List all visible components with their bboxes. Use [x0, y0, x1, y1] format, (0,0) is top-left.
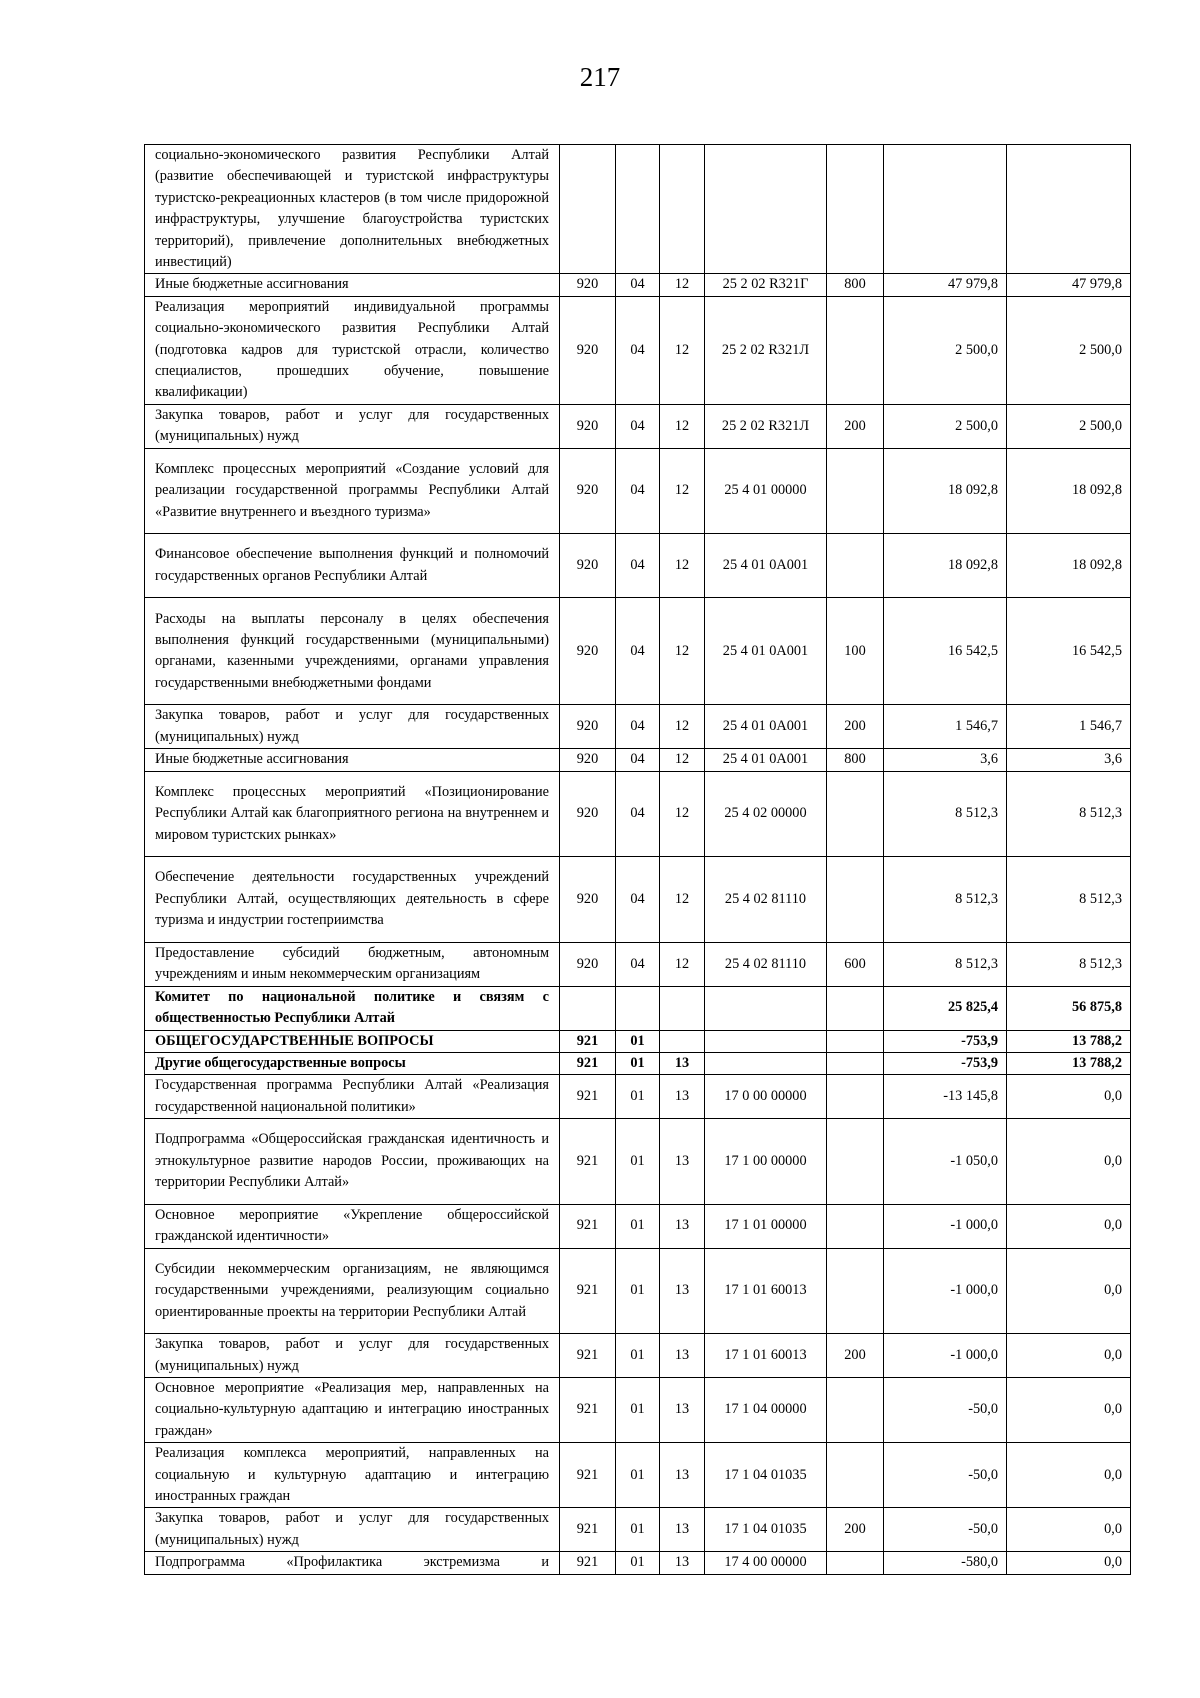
cell-sum-2: 8 512,3: [1007, 771, 1131, 857]
table-row: [145, 705, 1131, 749]
cell-name: социально-экономического развития Республики Алтай (развитие обеспечивающей и туристской инфраструктуры туристско-рекреационных кластеров (в том числе придорожной инфраструктуры, улучшение благоустройства туристских территорий), привлечение дополнительных внебюджетных инвестиций): [145, 145, 560, 274]
cell-sum-1: 8 512,3: [884, 771, 1007, 857]
cell-name: Предоставление субсидий бюджетным, автономным учреждениям и иным некоммерческим организациям: [145, 942, 560, 986]
cell-sum-1: 8 512,3: [884, 942, 1007, 986]
cell-name: Закупка товаров, работ и услуг для государственных (муниципальных) нужд: [145, 1334, 560, 1378]
cell-vr: [827, 1052, 884, 1074]
cell-csr: 25 2 02 R321Л: [705, 296, 827, 404]
cell-ved: 921: [560, 1052, 616, 1074]
cell-rz: 04: [616, 771, 660, 857]
table-row: [145, 534, 1131, 598]
table-row: [145, 274, 1131, 296]
table-row: [145, 1248, 1131, 1334]
cell-rz: 01: [616, 1377, 660, 1442]
cell-pr: 13: [660, 1508, 705, 1552]
cell-ved: 921: [560, 1334, 616, 1378]
cell-pr: 12: [660, 598, 705, 705]
cell-name: Расходы на выплаты персоналу в целях обеспечения выполнения функций государственными (муниципальными) органами, казенными учреждениями, органами управления государственными внебюджетными фондами: [145, 598, 560, 705]
cell-vr: [827, 771, 884, 857]
table-row: [145, 771, 1131, 857]
cell-vr: [827, 1377, 884, 1442]
cell-rz: 01: [616, 1552, 660, 1574]
cell-rz: 01: [616, 1204, 660, 1248]
cell-rz: 04: [616, 857, 660, 943]
cell-name: Реализация мероприятий индивидуальной программы социально-экономического развития Республики Алтай (подготовка кадров для туристской отрасли, количество специалистов, прошедших обучение, повышение квалификации): [145, 296, 560, 404]
cell-sum-1: -1 000,0: [884, 1334, 1007, 1378]
table-row: [145, 942, 1131, 986]
cell-pr: 13: [660, 1443, 705, 1508]
cell-pr: 12: [660, 771, 705, 857]
cell-ved: 921: [560, 1075, 616, 1119]
cell-rz: 01: [616, 1075, 660, 1119]
cell-pr: 12: [660, 749, 705, 771]
table-row: [145, 1334, 1131, 1378]
cell-vr: [827, 1248, 884, 1334]
cell-sum-2: 0,0: [1007, 1443, 1131, 1508]
cell-csr: 25 4 01 0А001: [705, 534, 827, 598]
cell-vr: [827, 296, 884, 404]
cell-ved: 920: [560, 534, 616, 598]
cell-sum-2: 0,0: [1007, 1248, 1131, 1334]
cell-sum-2: 0,0: [1007, 1075, 1131, 1119]
cell-rz: 04: [616, 705, 660, 749]
cell-csr: 25 4 01 0А001: [705, 598, 827, 705]
cell-pr: 13: [660, 1377, 705, 1442]
table-row: [145, 1377, 1131, 1442]
cell-sum-1: -13 145,8: [884, 1075, 1007, 1119]
cell-rz: 01: [616, 1119, 660, 1205]
table-row: [145, 145, 1131, 274]
cell-sum-2: 16 542,5: [1007, 598, 1131, 705]
cell-name: Финансовое обеспечение выполнения функций и полномочий государственных органов Республики Алтай: [145, 534, 560, 598]
cell-ved: 921: [560, 1552, 616, 1574]
cell-sum-1: 8 512,3: [884, 857, 1007, 943]
cell-name: Основное мероприятие «Укрепление общероссийской гражданской идентичности»: [145, 1204, 560, 1248]
cell-csr: 25 2 02 R321Г: [705, 274, 827, 296]
cell-name: Подпрограмма «Общероссийская гражданская идентичность и этнокультурное развитие народов России, проживающих на территории Республики Алтай»: [145, 1119, 560, 1205]
cell-name: Комитет по национальной политике и связям с общественностью Республики Алтай: [145, 986, 560, 1030]
cell-rz: 04: [616, 296, 660, 404]
cell-sum-1: -753,9: [884, 1030, 1007, 1052]
cell-csr: 17 1 04 01035: [705, 1443, 827, 1508]
cell-sum-1: -1 000,0: [884, 1204, 1007, 1248]
cell-vr: 200: [827, 1508, 884, 1552]
cell-vr: 100: [827, 598, 884, 705]
cell-rz: 04: [616, 534, 660, 598]
cell-vr: [827, 1204, 884, 1248]
table-row: [145, 1030, 1131, 1052]
cell-pr: 12: [660, 857, 705, 943]
cell-rz: 01: [616, 1030, 660, 1052]
cell-ved: 920: [560, 771, 616, 857]
cell-csr: [705, 145, 827, 274]
cell-ved: 920: [560, 404, 616, 448]
cell-sum-1: -580,0: [884, 1552, 1007, 1574]
cell-name: Комплекс процессных мероприятий «Создание условий для реализации государственной программы Республики Алтай «Развитие внутреннего и въездного туризма»: [145, 448, 560, 534]
cell-pr: 13: [660, 1204, 705, 1248]
table-row: [145, 1119, 1131, 1205]
cell-vr: [827, 986, 884, 1030]
cell-sum-1: 18 092,8: [884, 448, 1007, 534]
cell-name: Комплекс процессных мероприятий «Позиционирование Республики Алтай как благоприятного региона на внутреннем и мировом туристских рынках»: [145, 771, 560, 857]
cell-rz: [616, 145, 660, 274]
cell-ved: 920: [560, 598, 616, 705]
cell-pr: 13: [660, 1552, 705, 1574]
cell-sum-1: -1 050,0: [884, 1119, 1007, 1205]
cell-csr: 17 1 04 00000: [705, 1377, 827, 1442]
cell-sum-2: 13 788,2: [1007, 1052, 1131, 1074]
cell-pr: 13: [660, 1334, 705, 1378]
cell-pr: [660, 145, 705, 274]
cell-sum-1: -753,9: [884, 1052, 1007, 1074]
cell-vr: [827, 145, 884, 274]
cell-name: Государственная программа Республики Алтай «Реализация государственной национальной политики»: [145, 1075, 560, 1119]
cell-csr: 17 1 00 00000: [705, 1119, 827, 1205]
cell-vr: 200: [827, 404, 884, 448]
table-row: [145, 1508, 1131, 1552]
cell-name: Закупка товаров, работ и услуг для государственных (муниципальных) нужд: [145, 705, 560, 749]
cell-ved: 920: [560, 274, 616, 296]
cell-vr: 600: [827, 942, 884, 986]
cell-csr: 17 0 00 00000: [705, 1075, 827, 1119]
cell-rz: 04: [616, 749, 660, 771]
table-row: [145, 1052, 1131, 1074]
cell-rz: 04: [616, 942, 660, 986]
cell-name: ОБЩЕГОСУДАРСТВЕННЫЕ ВОПРОСЫ: [145, 1030, 560, 1052]
cell-ved: 920: [560, 942, 616, 986]
cell-sum-1: 47 979,8: [884, 274, 1007, 296]
cell-sum-2: 0,0: [1007, 1334, 1131, 1378]
cell-name: Иные бюджетные ассигнования: [145, 274, 560, 296]
cell-sum-2: 3,6: [1007, 749, 1131, 771]
cell-vr: 200: [827, 705, 884, 749]
table-row: [145, 1443, 1131, 1508]
table-row: [145, 986, 1131, 1030]
cell-sum-2: 47 979,8: [1007, 274, 1131, 296]
cell-ved: 921: [560, 1119, 616, 1205]
cell-name: Иные бюджетные ассигнования: [145, 749, 560, 771]
cell-pr: [660, 1030, 705, 1052]
cell-name: Закупка товаров, работ и услуг для государственных (муниципальных) нужд: [145, 404, 560, 448]
cell-sum-2: 8 512,3: [1007, 857, 1131, 943]
cell-name: Реализация комплекса мероприятий, направленных на социальную и культурную адаптацию и интеграцию иностранных граждан: [145, 1443, 560, 1508]
cell-name: Основное мероприятие «Реализация мер, направленных на социально-культурную адаптацию и интеграцию иностранных граждан»: [145, 1377, 560, 1442]
cell-csr: [705, 986, 827, 1030]
cell-rz: 01: [616, 1334, 660, 1378]
cell-vr: [827, 1075, 884, 1119]
cell-csr: [705, 1052, 827, 1074]
cell-pr: 12: [660, 404, 705, 448]
table-row: [145, 1075, 1131, 1119]
cell-csr: 17 1 01 60013: [705, 1334, 827, 1378]
cell-ved: 921: [560, 1377, 616, 1442]
cell-pr: 13: [660, 1119, 705, 1205]
cell-rz: 01: [616, 1052, 660, 1074]
table-row: [145, 448, 1131, 534]
cell-csr: 25 4 02 00000: [705, 771, 827, 857]
cell-csr: 25 4 02 81110: [705, 857, 827, 943]
cell-csr: [705, 1030, 827, 1052]
cell-sum-1: -1 000,0: [884, 1248, 1007, 1334]
cell-pr: 12: [660, 534, 705, 598]
cell-sum-2: 0,0: [1007, 1119, 1131, 1205]
cell-ved: [560, 145, 616, 274]
cell-sum-1: 2 500,0: [884, 296, 1007, 404]
cell-pr: 12: [660, 296, 705, 404]
cell-sum-1: -50,0: [884, 1377, 1007, 1442]
cell-sum-2: 18 092,8: [1007, 534, 1131, 598]
cell-sum-2: 2 500,0: [1007, 296, 1131, 404]
budget-table: [144, 144, 1131, 1575]
cell-sum-2: 0,0: [1007, 1508, 1131, 1552]
cell-sum-2: 13 788,2: [1007, 1030, 1131, 1052]
table-row: [145, 404, 1131, 448]
cell-sum-1: -50,0: [884, 1508, 1007, 1552]
cell-rz: 04: [616, 274, 660, 296]
cell-pr: 13: [660, 1052, 705, 1074]
cell-name: Подпрограмма «Профилактика экстремизма и: [145, 1552, 560, 1574]
cell-name: Обеспечение деятельности государственных учреждений Республики Алтай, осуществляющих деятельность в сфере туризма и индустрии гостеприимства: [145, 857, 560, 943]
table-row: [145, 1204, 1131, 1248]
cell-vr: [827, 857, 884, 943]
cell-name: Субсидии некоммерческим организациям, не являющимся государственными учреждениями, реализующим социально ориентированные проекты на территории Республики Алтай: [145, 1248, 560, 1334]
cell-sum-2: 2 500,0: [1007, 404, 1131, 448]
cell-ved: 921: [560, 1030, 616, 1052]
cell-rz: 01: [616, 1508, 660, 1552]
cell-sum-1: 16 542,5: [884, 598, 1007, 705]
cell-rz: 04: [616, 448, 660, 534]
cell-rz: 01: [616, 1248, 660, 1334]
cell-csr: 17 1 01 60013: [705, 1248, 827, 1334]
cell-ved: 921: [560, 1508, 616, 1552]
cell-rz: 01: [616, 1443, 660, 1508]
table-row: [145, 296, 1131, 404]
cell-sum-1: 1 546,7: [884, 705, 1007, 749]
cell-sum-2: 0,0: [1007, 1377, 1131, 1442]
cell-name: Другие общегосударственные вопросы: [145, 1052, 560, 1074]
cell-csr: 25 2 02 R321Л: [705, 404, 827, 448]
cell-rz: 04: [616, 598, 660, 705]
cell-pr: 12: [660, 448, 705, 534]
cell-sum-2: 1 546,7: [1007, 705, 1131, 749]
cell-ved: 920: [560, 705, 616, 749]
cell-ved: 920: [560, 448, 616, 534]
cell-sum-2: [1007, 145, 1131, 274]
cell-sum-1: -50,0: [884, 1443, 1007, 1508]
cell-name: Закупка товаров, работ и услуг для государственных (муниципальных) нужд: [145, 1508, 560, 1552]
cell-csr: 17 1 01 00000: [705, 1204, 827, 1248]
cell-ved: 920: [560, 749, 616, 771]
cell-sum-1: 25 825,4: [884, 986, 1007, 1030]
cell-sum-2: 8 512,3: [1007, 942, 1131, 986]
cell-sum-1: [884, 145, 1007, 274]
cell-pr: 13: [660, 1075, 705, 1119]
table-row: [145, 1552, 1131, 1574]
cell-ved: 921: [560, 1443, 616, 1508]
cell-vr: 200: [827, 1334, 884, 1378]
cell-csr: 25 4 01 0А001: [705, 749, 827, 771]
table-row: [145, 857, 1131, 943]
table-row: [145, 598, 1131, 705]
cell-pr: 12: [660, 274, 705, 296]
cell-csr: 25 4 01 00000: [705, 448, 827, 534]
cell-vr: [827, 534, 884, 598]
cell-sum-2: 18 092,8: [1007, 448, 1131, 534]
cell-vr: [827, 448, 884, 534]
cell-vr: [827, 1030, 884, 1052]
cell-ved: 920: [560, 857, 616, 943]
page-number: 217: [579, 62, 621, 92]
cell-csr: 25 4 02 81110: [705, 942, 827, 986]
cell-pr: 13: [660, 1248, 705, 1334]
cell-pr: 12: [660, 942, 705, 986]
cell-sum-2: 0,0: [1007, 1552, 1131, 1574]
cell-rz: 04: [616, 404, 660, 448]
cell-csr: 17 4 00 00000: [705, 1552, 827, 1574]
cell-pr: [660, 986, 705, 1030]
cell-ved: [560, 986, 616, 1030]
cell-vr: [827, 1443, 884, 1508]
cell-sum-1: 3,6: [884, 749, 1007, 771]
cell-sum-2: 56 875,8: [1007, 986, 1131, 1030]
table-row: [145, 749, 1131, 771]
cell-vr: [827, 1552, 884, 1574]
cell-ved: 920: [560, 296, 616, 404]
cell-vr: [827, 1119, 884, 1205]
cell-csr: 25 4 01 0А001: [705, 705, 827, 749]
cell-pr: 12: [660, 705, 705, 749]
cell-vr: 800: [827, 749, 884, 771]
cell-rz: [616, 986, 660, 1030]
cell-sum-1: 2 500,0: [884, 404, 1007, 448]
cell-csr: 17 1 04 01035: [705, 1508, 827, 1552]
cell-vr: 800: [827, 274, 884, 296]
cell-ved: 921: [560, 1204, 616, 1248]
cell-sum-2: 0,0: [1007, 1204, 1131, 1248]
cell-sum-1: 18 092,8: [884, 534, 1007, 598]
cell-ved: 921: [560, 1248, 616, 1334]
